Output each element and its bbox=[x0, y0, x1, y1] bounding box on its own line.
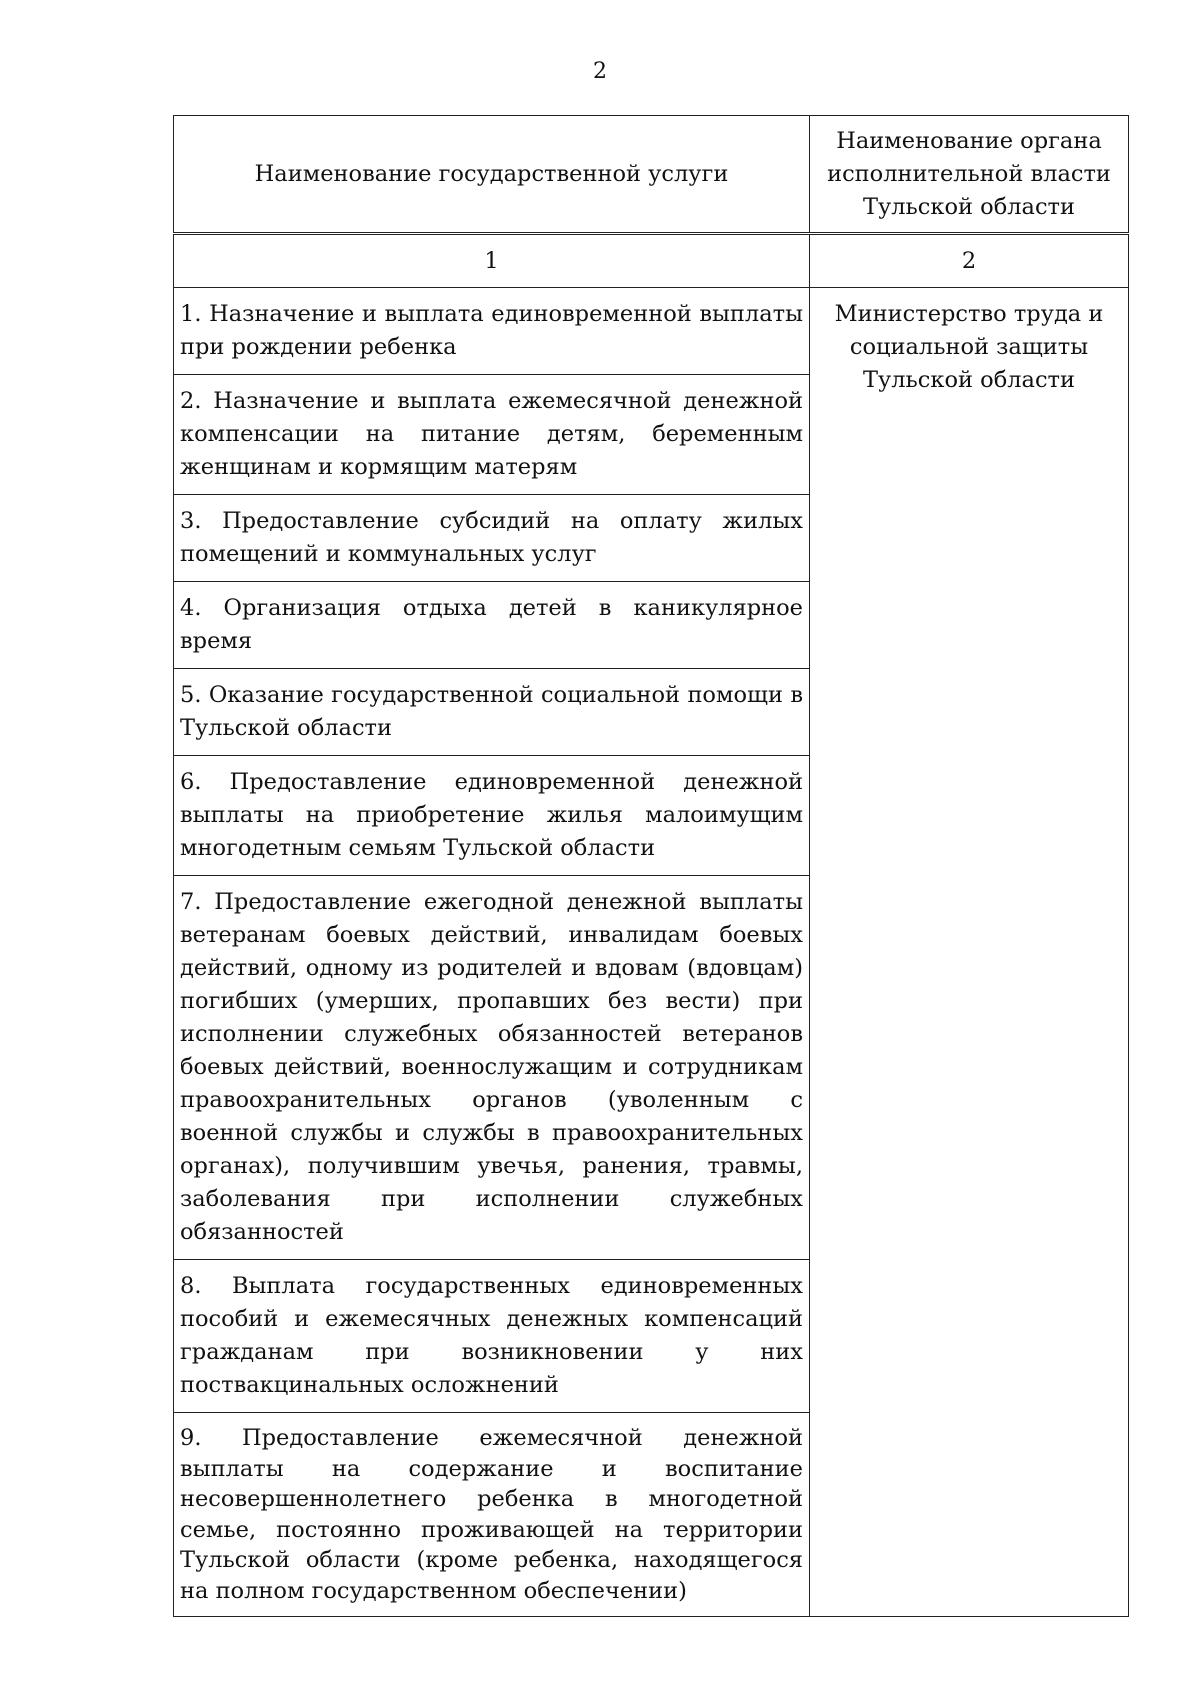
header-service-name: Наименование государственной услуги bbox=[174, 116, 810, 234]
service-cell: 3. Предоставление субсидий на оплату жилых помещений и коммунальных услуг bbox=[174, 495, 810, 582]
column-number-2: 2 bbox=[810, 234, 1129, 288]
column-number-row bbox=[174, 234, 1129, 288]
service-cell: 1. Назначение и выплата единовременной выплаты при рождении ребенка bbox=[174, 288, 810, 375]
table-row bbox=[174, 288, 1129, 375]
column-number-1: 1 bbox=[174, 234, 810, 288]
service-cell: 6. Предоставление единовременной денежной выплаты на приобретение жилья малоимущим многодетным семьям Тульской области bbox=[174, 756, 810, 876]
service-cell: 2. Назначение и выплата ежемесячной денежной компенсации на питание детям, беременным женщинам и кормящим матерям bbox=[174, 375, 810, 495]
ministry-cell: Министерство труда и социальной защиты Тульской области bbox=[810, 288, 1129, 1617]
table-header-row bbox=[174, 116, 1129, 234]
services-table bbox=[173, 115, 1129, 1617]
service-cell: 8. Выплата государственных единовременных пособий и ежемесячных денежных компенсаций гражданам при возникновении у них поствакцинальных осложнений bbox=[174, 1260, 810, 1413]
service-cell: 7. Предоставление ежегодной денежной выплаты ветеранам боевых действий, инвалидам боевых действий, одному из родителей и вдовам (вдовцам) погибших (умерших, пропавших без вести) при исполнении служебных обязанностей ветеранов боевых действий, военнослужащим и сотрудникам правоохранительных органов (уволенным с военной службы и службы в правоохранительных органах), получившим увечья, ранения, травмы, заболевания при исполнении служебных обязанностей bbox=[174, 876, 810, 1260]
service-cell: 4. Организация отдыха детей в каникулярное время bbox=[174, 582, 810, 669]
service-cell: 5. Оказание государственной социальной помощи в Тульской области bbox=[174, 669, 810, 756]
page-number: 2 bbox=[593, 59, 607, 84]
service-cell: 9. Предоставление ежемесячной денежной выплаты на содержание и воспитание несовершеннолетнего ребенка в многодетной семье, постоянно проживающей на территории Тульской области (кроме ребенка, находящегося на полном государственном обеспечении) bbox=[174, 1413, 810, 1617]
header-authority-name: Наименование органа исполнительной власти Тульской области bbox=[810, 116, 1129, 234]
